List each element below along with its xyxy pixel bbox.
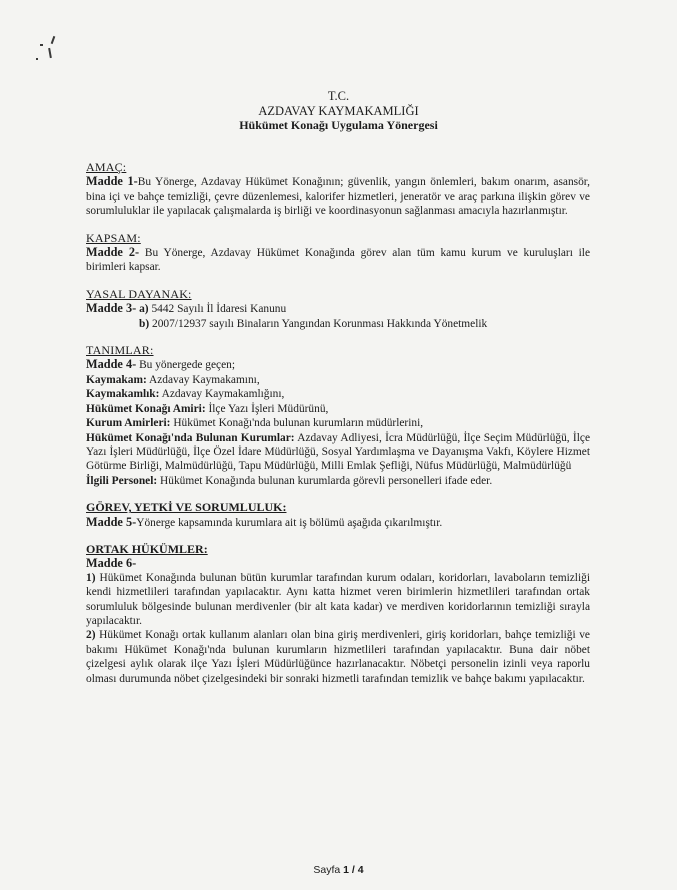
definition-item (86, 474, 590, 488)
article-1 (86, 174, 590, 218)
article-2 (86, 245, 590, 275)
paragraph-1 (86, 571, 590, 629)
article-label: Madde 3- (86, 301, 137, 316)
definition-term: Kurum Amirleri: (86, 417, 171, 430)
article-5 (86, 515, 590, 530)
definition-term: İlgili Personel: (86, 474, 158, 487)
definition-text: Azdavay Adliyesi, İcra Müdürlüğü, İlçe Seçim Müdürlüğü, İlçe Yazı İşleri Müdürlüğü, İlçe Özel İdare Müdürlüğü, Sosyal Yardımlaşma ve Dayanışma Vakfı, Köylere Hizmet Götürme Birliği, Malmüdürlüğü, Tapu Müdürlüğü, Milli Emlak Şefliği, Nüfus Müdürlüğü, Malmüdürlüğü (86, 431, 591, 473)
section-heading: GÖREV, YETKİ VE SORUMLULUK: (86, 500, 287, 515)
document-body (86, 160, 590, 686)
document-header (0, 89, 677, 133)
article-label: Madde 4- (86, 357, 137, 372)
item-label: a) (139, 303, 149, 316)
definition-text: Hükümet Konağında bulunan kurumlarda görevli personelleri ifade eder. (160, 474, 493, 487)
header-tc: T.C. (327, 89, 350, 103)
section-heading: ORTAK HÜKÜMLER: (86, 541, 208, 556)
definition-term: Hükümet Konağı'nda Bulunan Kurumlar: (86, 431, 295, 444)
definition-item (86, 373, 590, 387)
definition-item (86, 402, 590, 416)
paragraph-text: Hükümet Konağı ortak kullanım alanları olan bina giriş merdivenleri, giriş koridorları, bahçe temizliği ve bakımı Hükümet Konağı'nda bulunan kurumların hizmetlileri tarafından yapılacaktır. Buna dair nöbet çizelgesi aylık olarak ilçe Yazı İşleri Müdürlüğünce hazırlanacaktır. Nöbetçi personelin izinli veya raporlu olması durumunda nöbet çizelgesindeki bir sonraki hizmetli tarafından temizlik ve bahçe bakımı yapılacaktır. (86, 629, 590, 685)
article-3-b (86, 317, 590, 331)
article-label: Madde 2- (86, 245, 140, 260)
paragraph-text: Hükümet Konağında bulunan bütün kurumlar tarafından kurum odaları, koridorları, lavaboların temizliği kendi hizmetlileri tarafından yapılacaktır. Aynı katta hizmet veren birimlerin hizmetlileri tarafından ortak sorumluluk bölgesinde bulunan merdivenler (bir alt kata kadar) ve merdiven koridorlarının temizliği sırayla yapılacaktır. (86, 571, 590, 627)
page-label: Sayfa (313, 864, 341, 876)
page-number: 1 / 4 (343, 864, 364, 876)
section-gorev (86, 500, 590, 530)
definition-item (86, 431, 590, 474)
article-label: Madde 1- (86, 174, 138, 189)
article-3 (86, 301, 590, 316)
scan-speck (51, 36, 56, 44)
definition-text: Hükümet Konağı'nda bulunan kurumların müdürlerini, (173, 417, 424, 430)
section-tanimlar (86, 343, 590, 488)
scan-speck (40, 44, 43, 46)
definition-text: Azdavay Kaymakamlığını, (161, 388, 285, 401)
header-institution: AZDAVAY KAYMAKAMLIĞI (258, 103, 419, 118)
item-text: 5442 Sayılı İl İdaresi Kanunu (151, 303, 287, 316)
scan-speck (36, 58, 38, 60)
article-text: Yönerge kapsamında kurumlara ait iş bölümü aşağıda çıkarılmıştır. (136, 516, 443, 529)
definition-term: Kaymakamlık: (86, 388, 160, 401)
article-4 (86, 357, 590, 372)
paragraph-number: 2) (86, 629, 96, 642)
scan-speck (48, 48, 52, 58)
section-heading: TANIMLAR: (86, 343, 154, 358)
paragraph-2 (86, 628, 590, 686)
item-text: 2007/12937 sayılı Binaların Yangından Korunması Hakkında Yönetmelik (152, 317, 488, 330)
section-heading: AMAÇ: (86, 160, 127, 174)
document-title: Hükümet Konağı Uygulama Yönergesi (239, 118, 438, 132)
item-label: b) (139, 317, 150, 330)
definition-term: Kaymakam: (86, 373, 147, 386)
section-kapsam (86, 231, 590, 275)
article-label: Madde 6- (86, 556, 137, 571)
article-text: Bu Yönerge, Azdavay Hükümet Konağının; güvenlik, yangın önlemleri, bakım onarım, asansör, bina içi ve bahçe temizliği, çevre düzenlemesi, kalorifer hizmetleri, jeneratör ve araç parkına ilişkin görev ve sorumluluklar ile yapılacak çalışmalarda iş birliği ve koordinasyonun sağlanması amacıyla hazırlanmıştır. (86, 176, 590, 218)
article-text: Bu yönergede geçen; (139, 359, 236, 372)
definition-item (86, 416, 590, 430)
article-label: Madde 5- (86, 514, 137, 529)
page-footer (0, 864, 677, 876)
definition-term: Hükümet Konağı Amiri: (86, 402, 206, 415)
article-text: Bu Yönerge, Azdavay Hükümet Konağında görev alan tüm kamu kurum ve kuruluşları ile birimleri kapsar. (86, 247, 591, 274)
section-heading: KAPSAM: (86, 230, 141, 245)
paragraph-number: 1) (86, 571, 96, 584)
definition-item (86, 387, 590, 401)
section-ortak (86, 542, 590, 686)
section-yasal-dayanak (86, 287, 590, 331)
section-amac (86, 160, 590, 219)
definition-text: Azdavay Kaymakamını, (148, 373, 260, 386)
section-heading: YASAL DAYANAK: (86, 286, 192, 301)
definition-text: İlçe Yazı İşleri Müdürünü, (208, 402, 329, 415)
